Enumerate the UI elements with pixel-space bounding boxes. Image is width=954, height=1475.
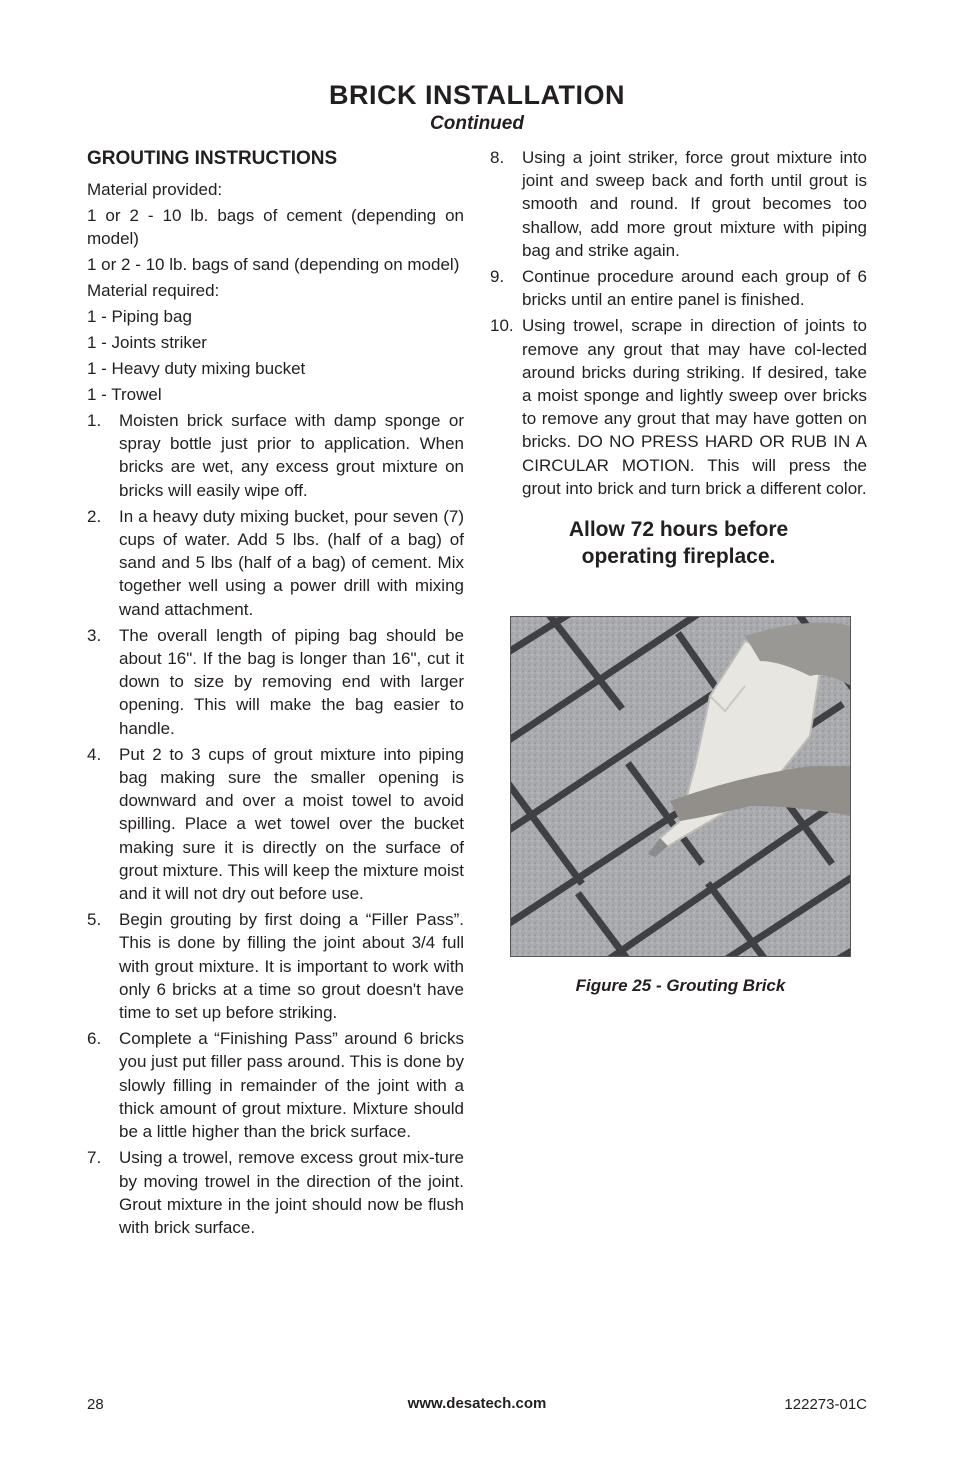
step-3: [87, 624, 464, 740]
step-number: 4.: [87, 744, 102, 764]
step-number: 7.: [87, 1148, 102, 1168]
steps-list-right: [490, 146, 867, 500]
material-joints-striker: 1 - Joints striker: [87, 333, 207, 352]
left-column: [87, 146, 464, 1242]
step-10: [490, 314, 867, 500]
cure-time-callout: Allow 72 hours before operating fireplace.: [568, 518, 789, 569]
step-text: Complete a “Finishing Pass” around 6 bricks you just put filler pass around. This is done by slowly filling in remainder of the joint with a thick amount of grout mixture. Mixture should be a little higher than the brick surface.: [119, 1029, 464, 1142]
right-column: [490, 146, 867, 570]
step-text: In a heavy duty mixing bucket, pour seven (7) cups of water. Add 5 lbs. (half of a bag) of sand and 5 lbs (half of a bag) of cement. Mix together well using a power drill with mixing wand attachment.: [119, 506, 464, 619]
website-link[interactable]: www.desatech.com: [407, 1395, 547, 1412]
page-number: 28: [87, 1396, 104, 1413]
document-number: 122273-01C: [784, 1396, 867, 1413]
material-piping-bag: 1 - Piping bag: [87, 307, 192, 326]
step-text: Using trowel, scrape in direction of joints to remove any grout that may have col-lected around bricks during striking. If desired, take a moist sponge and lightly sweep over bricks to remove any grout that may have gotten on bricks. DO NO PRESS HARD OR RUB IN A CIRCULAR MOTION. This will press the grout into brick and turn brick a different color.: [522, 316, 867, 498]
step-text: Put 2 to 3 cups of grout mixture into piping bag making sure the smaller opening is downward and over a moist towel to avoid spilling. Place a wet towel over the bucket making sure it is directly on the surface of grout mixture. This will keep the mixture moist and it will not dry out before use.: [119, 744, 464, 904]
step-number: 6.: [87, 1029, 102, 1049]
material-mixing-bucket: 1 - Heavy duty mixing bucket: [87, 359, 306, 378]
material-cement: 1 or 2 - 10 lb. bags of cement (depending on model): [87, 206, 464, 248]
step-number: 2.: [87, 506, 102, 526]
step-text: Begin grouting by first doing a “Filler Pass”. This is done by filling the joint about 3/4 full with grout mixture. It is important to work with only 6 bricks at a time so grout doesn't have time to set up before striking.: [119, 910, 464, 1023]
step-number: 5.: [87, 910, 102, 930]
step-9: [490, 265, 867, 311]
material-sand: 1 or 2 - 10 lb. bags of sand (depending on model): [87, 255, 460, 274]
step-number: 9.: [490, 267, 505, 287]
step-number: 8.: [490, 148, 505, 167]
section-heading: GROUTING INSTRUCTIONS: [87, 148, 338, 169]
step-text: Moisten brick surface with damp sponge or spray bottle just prior to application. When bricks are wet, any excess grout mixture on bricks will easily wipe off.: [119, 411, 464, 500]
material-trowel: 1 - Trowel: [87, 385, 162, 404]
grouting-brick-photo: [510, 616, 851, 957]
steps-list-left: [87, 409, 464, 1239]
step-text: Continue procedure around each group of 6 bricks until an entire panel is finished.: [522, 267, 867, 310]
page-subtitle: Continued: [430, 113, 524, 134]
step-text: Using a trowel, remove excess grout mix-ture by moving trowel in the direction of the joint. Grout mixture in the joint should now be flush with brick surface.: [119, 1148, 464, 1237]
page-title: BRICK INSTALLATION: [329, 80, 625, 110]
step-1: [87, 409, 464, 502]
step-4: [87, 743, 464, 905]
step-number: 3.: [87, 625, 102, 645]
step-5: [87, 908, 464, 1024]
material-provided-label: Material provided:: [87, 180, 223, 199]
step-number: 10.: [490, 316, 514, 336]
figure-caption: Figure 25 - Grouting Brick: [575, 976, 786, 995]
step-8: [490, 146, 867, 262]
step-6: [87, 1027, 464, 1143]
step-7: [87, 1146, 464, 1239]
step-2: [87, 505, 464, 621]
step-text: Using a joint striker, force grout mixture into joint and sweep back and forth until grout is smooth and round. If grout becomes too shallow, add more grout mixture with piping bag and strike again.: [522, 148, 867, 260]
material-required-label: Material required:: [87, 281, 220, 300]
step-number: 1.: [87, 411, 102, 430]
step-text: The overall length of piping bag should be about 16". If the bag is longer than 16", cut it down to size by removing end with larger opening. This will make the bag easier to handle.: [119, 625, 464, 738]
